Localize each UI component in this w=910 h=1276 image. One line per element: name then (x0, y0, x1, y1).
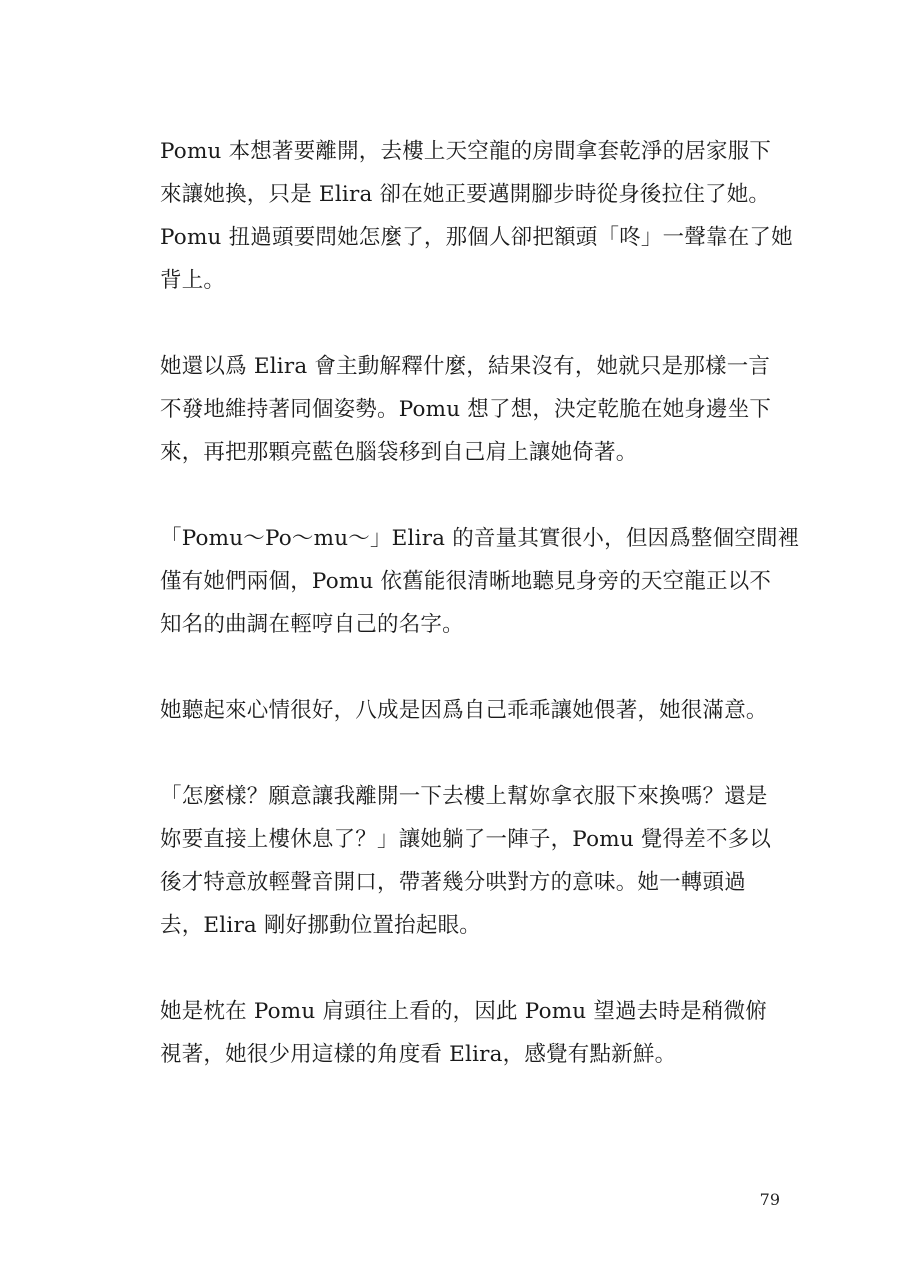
text-line: 「怎麼樣？願意讓我離開一下去樓上幫妳拿衣服下來換嗎？還是 (160, 784, 768, 809)
text-line: 來，再把那顆亮藍色腦袋移到自己肩上讓她倚著。 (160, 440, 638, 465)
text-line: 她聽起來心情很好，八成是因爲自己乖乖讓她偎著，她很滿意。 (160, 698, 768, 723)
paragraph-3 (160, 517, 800, 646)
text-line: 她還以爲 Elira 會主動解釋什麼，結果沒有，她就只是那樣一言 (160, 354, 771, 379)
text-line: 不發地維持著同個姿勢。Pomu 想了想，決定乾脆在她身邊坐下 (160, 397, 772, 422)
text-line: Pomu 扭過頭要問她怎麼了，那個人卻把額頭「咚」一聲靠在了她 (160, 225, 793, 250)
text-line: 視著，她很少用這樣的角度看 Elira，感覺有點新鮮。 (160, 1042, 677, 1067)
text-line: 她是枕在 Pomu 肩頭往上看的，因此 Pomu 望過去時是稍微俯 (160, 999, 767, 1024)
text-line: 「Pomu～Po～mu～」Elira 的音量其實很小，但因爲整個空間裡 (160, 526, 800, 551)
text-line: 知名的曲調在輕哼自己的名字。 (160, 612, 464, 637)
text-line: 僅有她們兩個，Pomu 依舊能很清晰地聽見身旁的天空龍正以不 (160, 569, 772, 594)
text-line: 去，Elira 剛好挪動位置抬起眼。 (160, 913, 481, 938)
text-line: Pomu 本想著要離開，去樓上天空龍的房間拿套乾淨的居家服下 (160, 139, 772, 164)
body-text (160, 130, 800, 1119)
paragraph-5 (160, 775, 780, 947)
page-number: 79 (759, 1190, 780, 1209)
paragraph-2 (160, 345, 780, 474)
text-line: 妳要直接上樓休息了？」讓她躺了一陣子，Pomu 覺得差不多以 (160, 827, 772, 852)
paragraph-6 (160, 990, 780, 1076)
text-line: 後才特意放輕聲音開口，帶著幾分哄對方的意味。她一轉頭過 (160, 870, 746, 895)
text-line: 來讓她換，只是 Elira 卻在她正要邁開腳步時從身後拉住了她。 (160, 182, 771, 207)
text-line: 背上。 (160, 268, 226, 293)
paragraph-4 (160, 689, 780, 732)
paragraph-1 (160, 130, 793, 302)
